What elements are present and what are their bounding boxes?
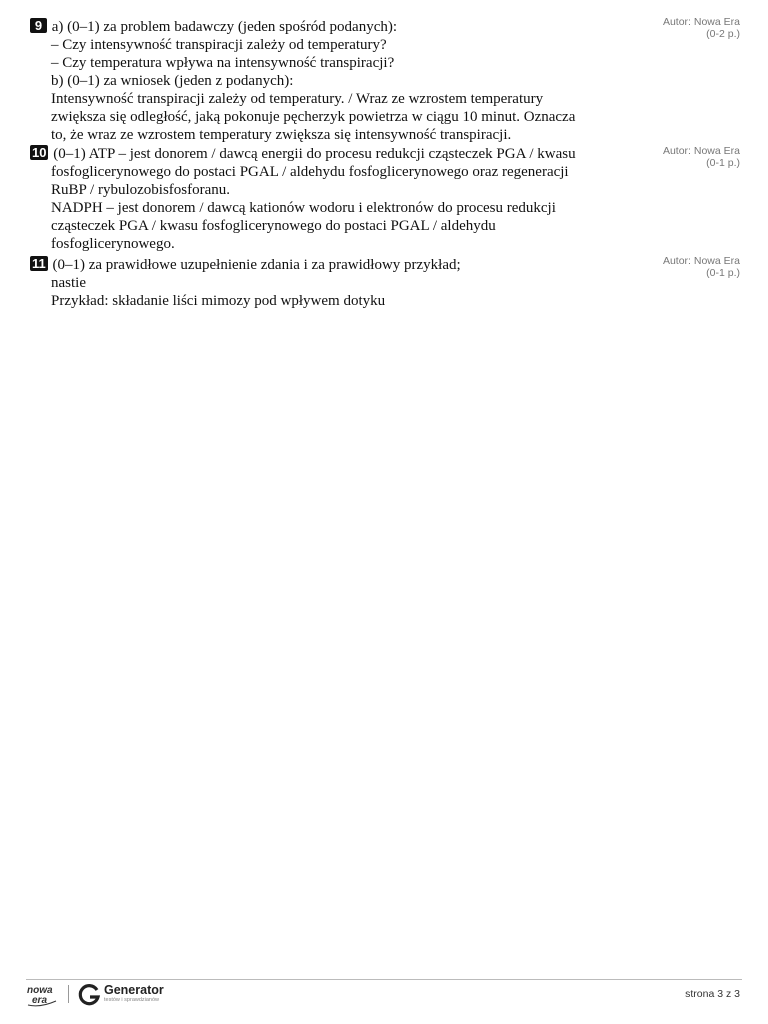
answer-line: zwiększa się odległość, jaką pokonuje pęcherzyk powietrza w ciągu 10 minut. Oznacza bbox=[51, 109, 576, 125]
generator-title: Generator bbox=[104, 983, 164, 997]
answer-line: fosfoglicerynowego do postaci PGAL / aldehydu fosfoglicerynowego oraz regeneracji bbox=[51, 164, 569, 180]
answer-line: b) (0–1) za wniosek (jeden z podanych): bbox=[51, 73, 294, 89]
answer-10 bbox=[30, 145, 630, 253]
nowa-era-logo bbox=[26, 983, 60, 1007]
answer-9-first-line bbox=[30, 18, 630, 36]
answer-text: (0–1) za prawidłowe uzupełnienie zdania i za prawidłowy przykład; bbox=[52, 257, 461, 273]
answer-line: fosfoglicerynowego. bbox=[51, 236, 175, 252]
task-number-badge: 9 bbox=[30, 18, 47, 33]
answer-10-meta bbox=[663, 145, 740, 169]
answer-9-meta bbox=[663, 16, 740, 40]
answer-text: a) (0–1) za problem badawczy (jeden spośród podanych): bbox=[51, 19, 398, 35]
task-number-badge: 11 bbox=[32, 256, 46, 271]
author-label: Autor: Nowa Era bbox=[662, 255, 740, 267]
answer-10-first-line bbox=[30, 145, 630, 163]
author-label: Autor: Nowa Era bbox=[662, 145, 740, 157]
answer-line: Przykład: składanie liści mimozy pod wpływem dotyku bbox=[51, 293, 386, 309]
answer-line: – Czy temperatura wpływa na intensywność transpiracji? bbox=[51, 55, 395, 71]
answer-line: cząsteczek PGA / kwasu fosfoglicerynowego do postaci PGAL / aldehydu bbox=[51, 218, 496, 234]
generator-g-icon bbox=[77, 983, 101, 1007]
answer-line: nastie bbox=[51, 275, 86, 291]
points-label: (0-1 p.) bbox=[706, 267, 740, 279]
answer-11 bbox=[30, 256, 630, 310]
points-label: (0-1 p.) bbox=[706, 157, 740, 169]
logo-word-top: nowa bbox=[27, 985, 53, 996]
logo-word-bottom: era bbox=[32, 995, 48, 1006]
task-number-badge: 10 bbox=[32, 145, 47, 160]
answer-line: RuBP / rybulozobisfosforanu. bbox=[51, 182, 231, 198]
generator-subtitle: testów i sprawdzianów bbox=[104, 997, 160, 1003]
footer-logo-separator bbox=[68, 985, 69, 1003]
answer-line: to, że wraz ze wzrostem temperatury zwiększa się intensywność transpiracji. bbox=[51, 127, 512, 143]
answer-11-meta bbox=[663, 255, 740, 279]
answer-11-first-line bbox=[30, 256, 630, 274]
page-number: strona 3 z 3 bbox=[685, 988, 740, 1000]
answer-text: (0–1) ATP – jest donorem / dawcą energii do procesu redukcji cząsteczek PGA / kwasu bbox=[53, 146, 576, 162]
points-label: (0-2 p.) bbox=[706, 28, 740, 40]
author-label: Autor: Nowa Era bbox=[662, 16, 740, 28]
answer-line: NADPH – jest donorem / dawcą kationów wodoru i elektronów do procesu redukcji bbox=[51, 200, 556, 216]
answer-line: Intensywność transpiracji zależy od temperatury. / Wraz ze wzrostem temperatury bbox=[51, 91, 544, 107]
footer-divider bbox=[26, 979, 742, 980]
answer-line: – Czy intensywność transpiracji zależy od temperatury? bbox=[51, 37, 387, 53]
answer-9 bbox=[30, 18, 630, 144]
